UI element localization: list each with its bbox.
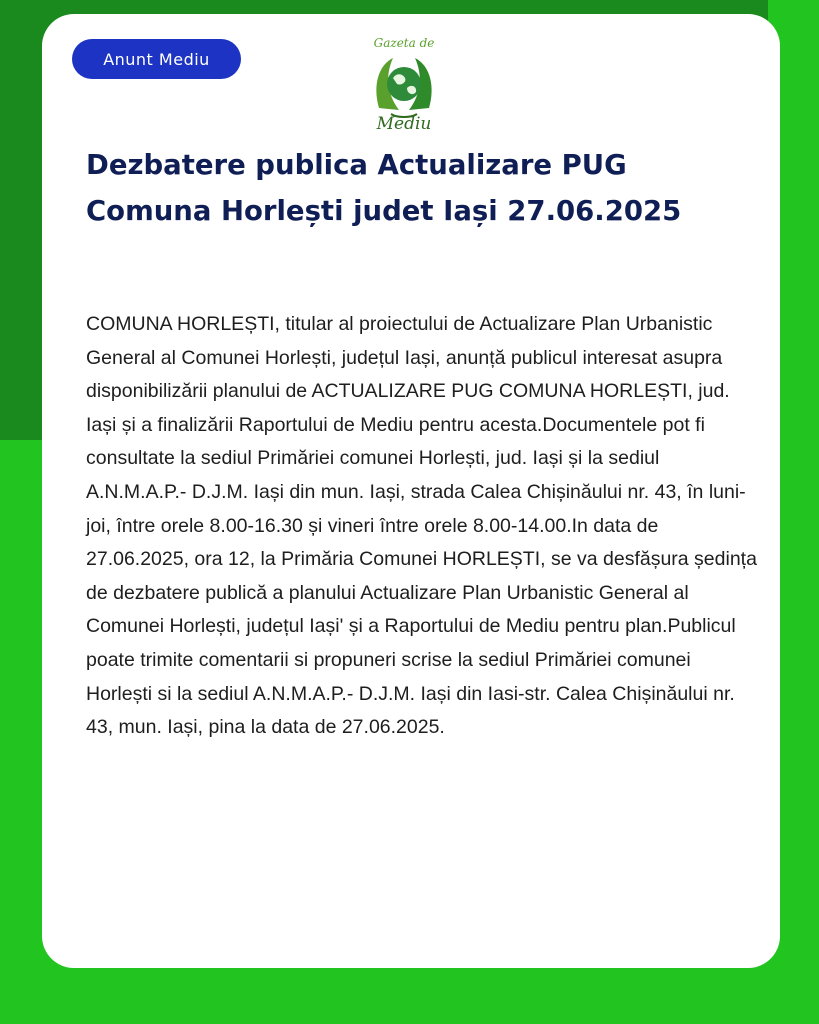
gazeta-de-mediu-logo [359, 36, 449, 144]
announcement-card [42, 14, 780, 968]
logo-text-top: Gazeta de [373, 36, 435, 50]
article-body: COMUNA HORLEȘTI, titular al proiectului de Actualizare Plan Urbanistic General al Comunei Horlești, județul Iași, anunță publicul interesat asupra disponibilizării planului de ACTUALIZARE PUG COMUNA HORLEȘTI, jud. Iași și a finalizării Raportului de Mediu pentru acesta.Documentele pot fi consultate la sediul Primăriei comunei Horlești, jud. Iași și la sediul A.N.M.A.P.- D.J.M. Iași din mun. Iași, strada Calea Chișinăului nr. 43, în luni- joi, între orele 8.00-16.30 și vineri între orele 8.00-14.00.In data de 27.06.2025, ora 12, la Primăria Comunei HORLEȘTI, se va desfășura ședința de dezbatere publică a planului Actualizare Plan Urbanistic General al Comunei Horlești, județul Iași' și a Raportului de Mediu pentru plan.Publicul poate trimite comentarii si propuneri scrise la sediul Primăriei comunei Horlești si la sediul A.N.M.A.P.- D.J.M. Iași din Iasi-str. Calea Chișinăului nr. 43, mun. Iași, pina la data de 27.06.2025. [86, 313, 757, 739]
category-badge[interactable]: Anunt Mediu [72, 39, 241, 79]
article-title: Dezbatere publica Actualizare PUG Comuna Horlești judet Iași 27.06.2025 [86, 149, 682, 227]
logo-text-bottom: Mediu [376, 114, 432, 134]
globe-leaf-icon [371, 48, 437, 120]
